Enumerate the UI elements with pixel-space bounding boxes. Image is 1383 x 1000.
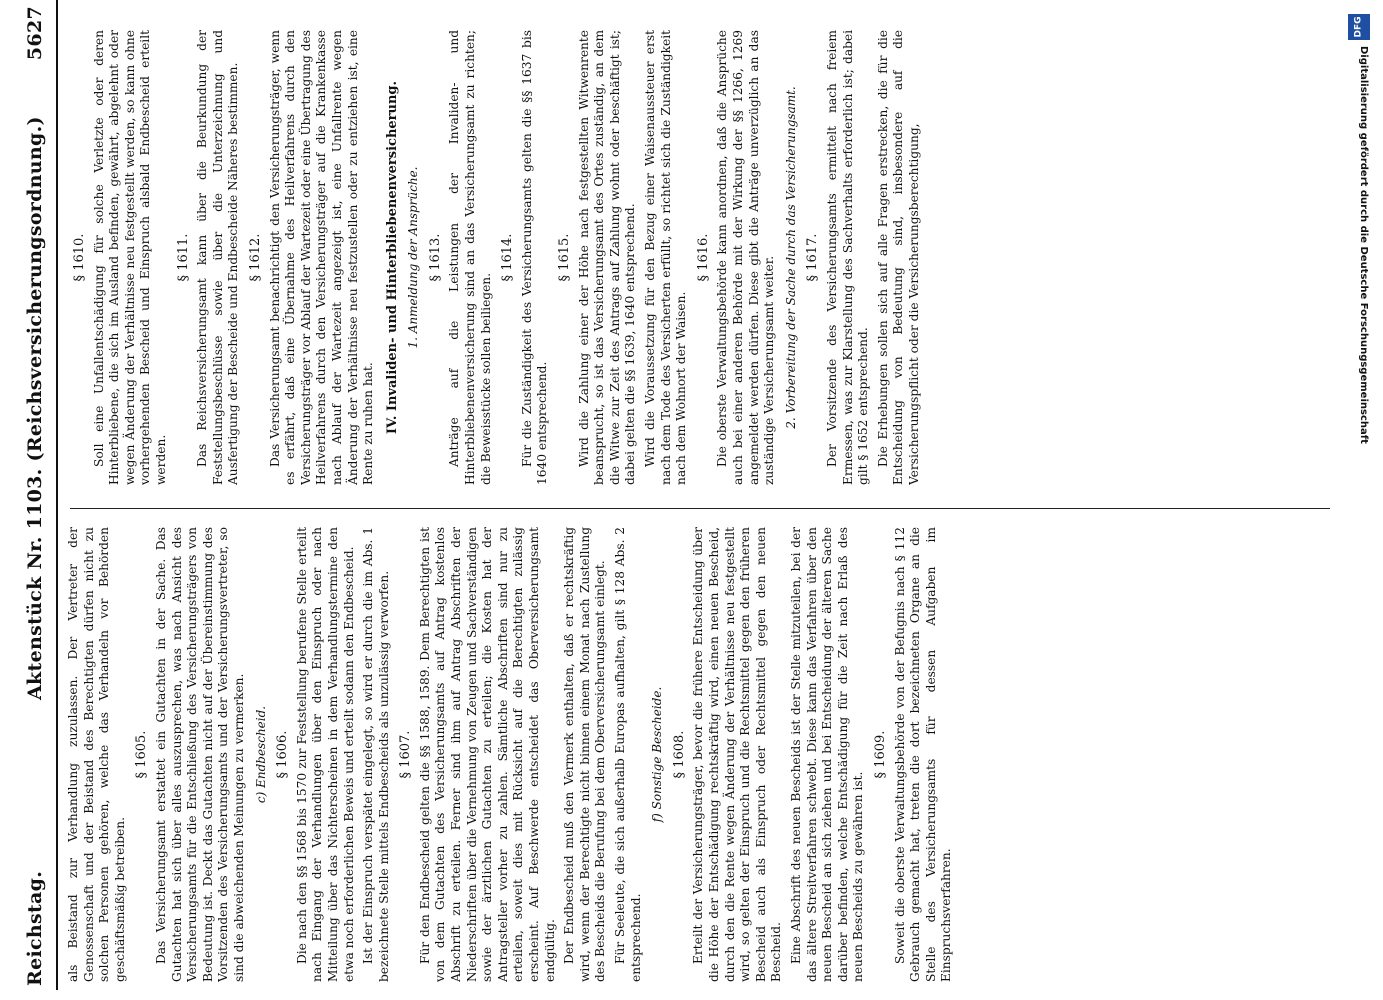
subsection-heading: c) Endbescheid. [253, 705, 268, 804]
header-document-title: (Reichsversicherungsordnung.) [24, 116, 46, 462]
header-left: Reichstag. [24, 870, 46, 986]
subsection-heading: 2. Vorbereitung der Sache durch das Versicherungsamt. [783, 86, 798, 429]
paragraph: Für den Endbescheid gelten die §§ 1588, 1589. Dem Berechtigten ist von dem Gutachten des Versicherungsamts auf Antrag kostenlos Abschrift zu erteilen. Ferner sind ihm auf Antrag Abschriften der Niederschriften über die Vernehmung von Zeugen und Sachverständigen sowie der ärztlichen Gutachten zu erteilen; die Kosten hat der Antragsteller vorher zu zahlen. Sämtliche Abschriften sind nur zu erteilen, soweit dies mit Rücksicht auf die Berechtigten zulässig erscheint. Auf Beschwerde entscheidet das Oberversicherungsamt endgültig. [417, 527, 557, 982]
paragraph: Die Erhebungen sollen sich auf alle Fragen erstrecken, die für die Entscheidung von Bedeutung sind, insbesondere auf die Versicherungspflicht oder die Versicherungsberechtigung, [875, 30, 921, 485]
paragraph: Für Seeleute, die sich außerhalb Europas aufhalten, gilt § 128 Abs. 2 entsprechend. [613, 527, 643, 982]
rotated-page-content [18, 0, 1348, 990]
section-number: § 1616. [695, 233, 711, 282]
subsection-heading: 1. Anmeldung der Ansprüche. [406, 166, 421, 349]
paragraph: Eine Abschrift des neuen Bescheids ist der Stelle mitzuteilen, bei der das ältere Streitverfahren schwebt. Diese kann das Verfahren über den neuen Bescheid an sich ziehen und bei Entscheidung der älteren Sache darüber befinden, welche Entschädigung für die Zeit nach Erlaß des neuen Bescheids zu gewähren ist. [788, 527, 866, 982]
paragraph: Der Vorsitzende des Versicherungsamts ermittelt nach freiem Ermessen, was zur Klarstellung des Sachverhalts erforderlich ist; dabei gilt § 1652 entsprechend. [824, 30, 871, 485]
paragraph: Die nach den §§ 1568 bis 1570 zur Feststellung berufene Stelle erteilt nach Eingang der Verhandlungen über den Einspruch oder nach Mitteilung über das Nichterscheinen in dem Verhandlungstermine den etwa noch erforderlichen Beweis und erteilt sodann den Endbescheid. [294, 527, 356, 982]
running-header [22, 0, 56, 990]
paragraph: Das Reichsversicherungsamt kann über die Beurkundung der Feststellungsbeschlüsse sowie über die Unterzeichnung und Ausfertigung der Bescheide und Endbescheide Näheres bestimmen. [195, 30, 241, 485]
paragraph: Ist der Einspruch verspätet eingelegt, so wird er durch die im Abs. 1 bezeichnete Stelle mittels Endbescheids als unzulässig verworfen. [361, 527, 391, 982]
header-document-number: Aktenstück Nr. 1103. [24, 468, 46, 700]
digitization-sidebar [1340, 8, 1380, 998]
section-number: § 1610. [72, 233, 87, 282]
header-rule [56, 0, 58, 990]
subsection-heading: f) Sonstige Bescheide. [650, 686, 665, 823]
section-number: § 1606. [275, 730, 291, 779]
paragraph: Anträge auf die Leistungen der Invaliden- und Hinterbliebenenversicherung sind an das Versicherungsamt zu richten; die Beweisstücke sollen beiliegen. [447, 30, 493, 485]
section-number: § 1608. [671, 730, 687, 779]
paragraph: Wird die Zahlung einer der Höhe nach festgestellten Witwenrente beansprucht, so ist das Versicherungsamt des Ortes zuständig, an dem die Witwe zur Zeit des Antrags auf Zahlung wohnt oder beschäftigt ist; dabei gelten die §§ 1639, 1640 entsprechend. [576, 30, 638, 485]
paragraph: Die oberste Verwaltungsbehörde kann anordnen, daß die Ansprüche auch bei einer anderen Behörde mit der Wirkung der §§ 1266, 1269 angemeldet werden dürfen. Diese gibt die Anträge unverzüglich an das zuständige Versicherungsamt weiter. [715, 30, 777, 485]
paragraph: als Beistand zur Verhandlung zuzulassen. Der Vertreter der Genossenschaft und der Beistand des Berechtigten dürfen nicht zu solchen Personen gehören, welche das Verhandeln vor Behörden geschäftsmäßig betreiben. [66, 527, 127, 982]
right-text-column [66, 30, 1336, 485]
section-number: § 1615. [557, 233, 573, 282]
section-number: § 1605. [134, 730, 150, 779]
paragraph: Für die Zuständigkeit des Versicherungsamts gelten die §§ 1637 bis 1640 entsprechend. [519, 30, 550, 485]
chapter-heading: IV. Invaliden- und Hinterbliebenenversicherung. [384, 80, 400, 435]
section-number: § 1614. [500, 233, 516, 282]
section-number: § 1612. [247, 233, 263, 282]
section-number: § 1611. [175, 233, 191, 282]
section-number: § 1607. [398, 730, 414, 779]
column-divider [70, 508, 1330, 509]
section-number: § 1613. [427, 233, 443, 282]
dfg-logo: DFG [1348, 14, 1370, 40]
paragraph: Das Versicherungsamt benachrichtigt den Versicherungsträger, wenn es erfährt, daß eine Übernahme des Heilverfahrens durch den Versicherungsträger vor Ablauf der Wartezeit oder eine Übertragung des Heilverfahrens durch den Versicherungsträger auf die Krankenkasse nach Ablauf der Wartezeit angezeigt ist, eine Unfallrente wegen Änderung der Verhältnisse neu festzustellen oder zu entziehen ist, eine Rente zu ruhen hat. [267, 30, 376, 485]
section-number: § 1609. [872, 730, 888, 779]
paragraph: Wird die Voraussetzung für den Bezug einer Waisenaussteuer erst nach dem Tode des Versicherten erfüllt, so richtet sich die Zuständigkeit nach dem Wohnort der Waisen. [643, 30, 689, 485]
page-number: 5627 [24, 6, 46, 61]
digitization-note: Digitalisierung gefördert durch die Deutsche Forschungsgemeinschaft [1358, 46, 1369, 444]
paragraph: Der Endbescheid muß den Vermerk enthalten, daß er rechtskräftig wird, wenn der Berechtigte nicht binnen einem Monat nach Zustellung des Bescheids die Berufung bei dem Oberversicherungsamt einlegt. [562, 527, 608, 982]
paragraph: Soweit die oberste Verwaltungsbehörde von der Befugnis nach § 112 Gebrauch gemacht hat, treten die dort bezeichneten Organe an die Stelle des Versicherungsamts für dessen Aufgaben im Einspruchsverfahren. [892, 527, 954, 982]
left-text-column [66, 527, 1336, 982]
paragraph: Das Versicherungsamt erstattet ein Gutachten in der Sache. Das Gutachten hat sich über alles auszusprechen, was nach Ansicht des Versicherungsamts für die Entschließung des Versicherungsträgers von Bedeutung ist. Deckt das Gutachten nicht auf der Übereinstimmung des Vorsitzenden des Versicherungsamts und der Versicherungsvertreter, so sind die abweichenden Meinungen zu vermerken. [153, 527, 246, 982]
paragraph: Erteilt der Versicherungsträger, bevor die frühere Entscheidung über die Höhe der Entschädigung rechtskräftig wird, einen neuen Bescheid, durch den die Rente wegen Änderung der Verhältnisse neu festgestellt wird, so gelten der Einspruch und die Rechtsmittel gegen den früheren Bescheid auch als Einspruch oder Rechtsmittel gegen den neuen Bescheid. [691, 527, 784, 982]
section-number: § 1617. [805, 233, 821, 282]
header-center [24, 116, 46, 700]
paragraph: Soll eine Unfallentschädigung für solche Verletzte oder deren Hinterbliebene, die sich im Ausland befinden, gewährt, abgelehnt oder wegen Änderung der Verhältnisse neu festgestellt werden, so kann ohne vorhergehenden Bescheid und Einspruch alsbald Endbescheid erteilt werden. [91, 30, 168, 485]
